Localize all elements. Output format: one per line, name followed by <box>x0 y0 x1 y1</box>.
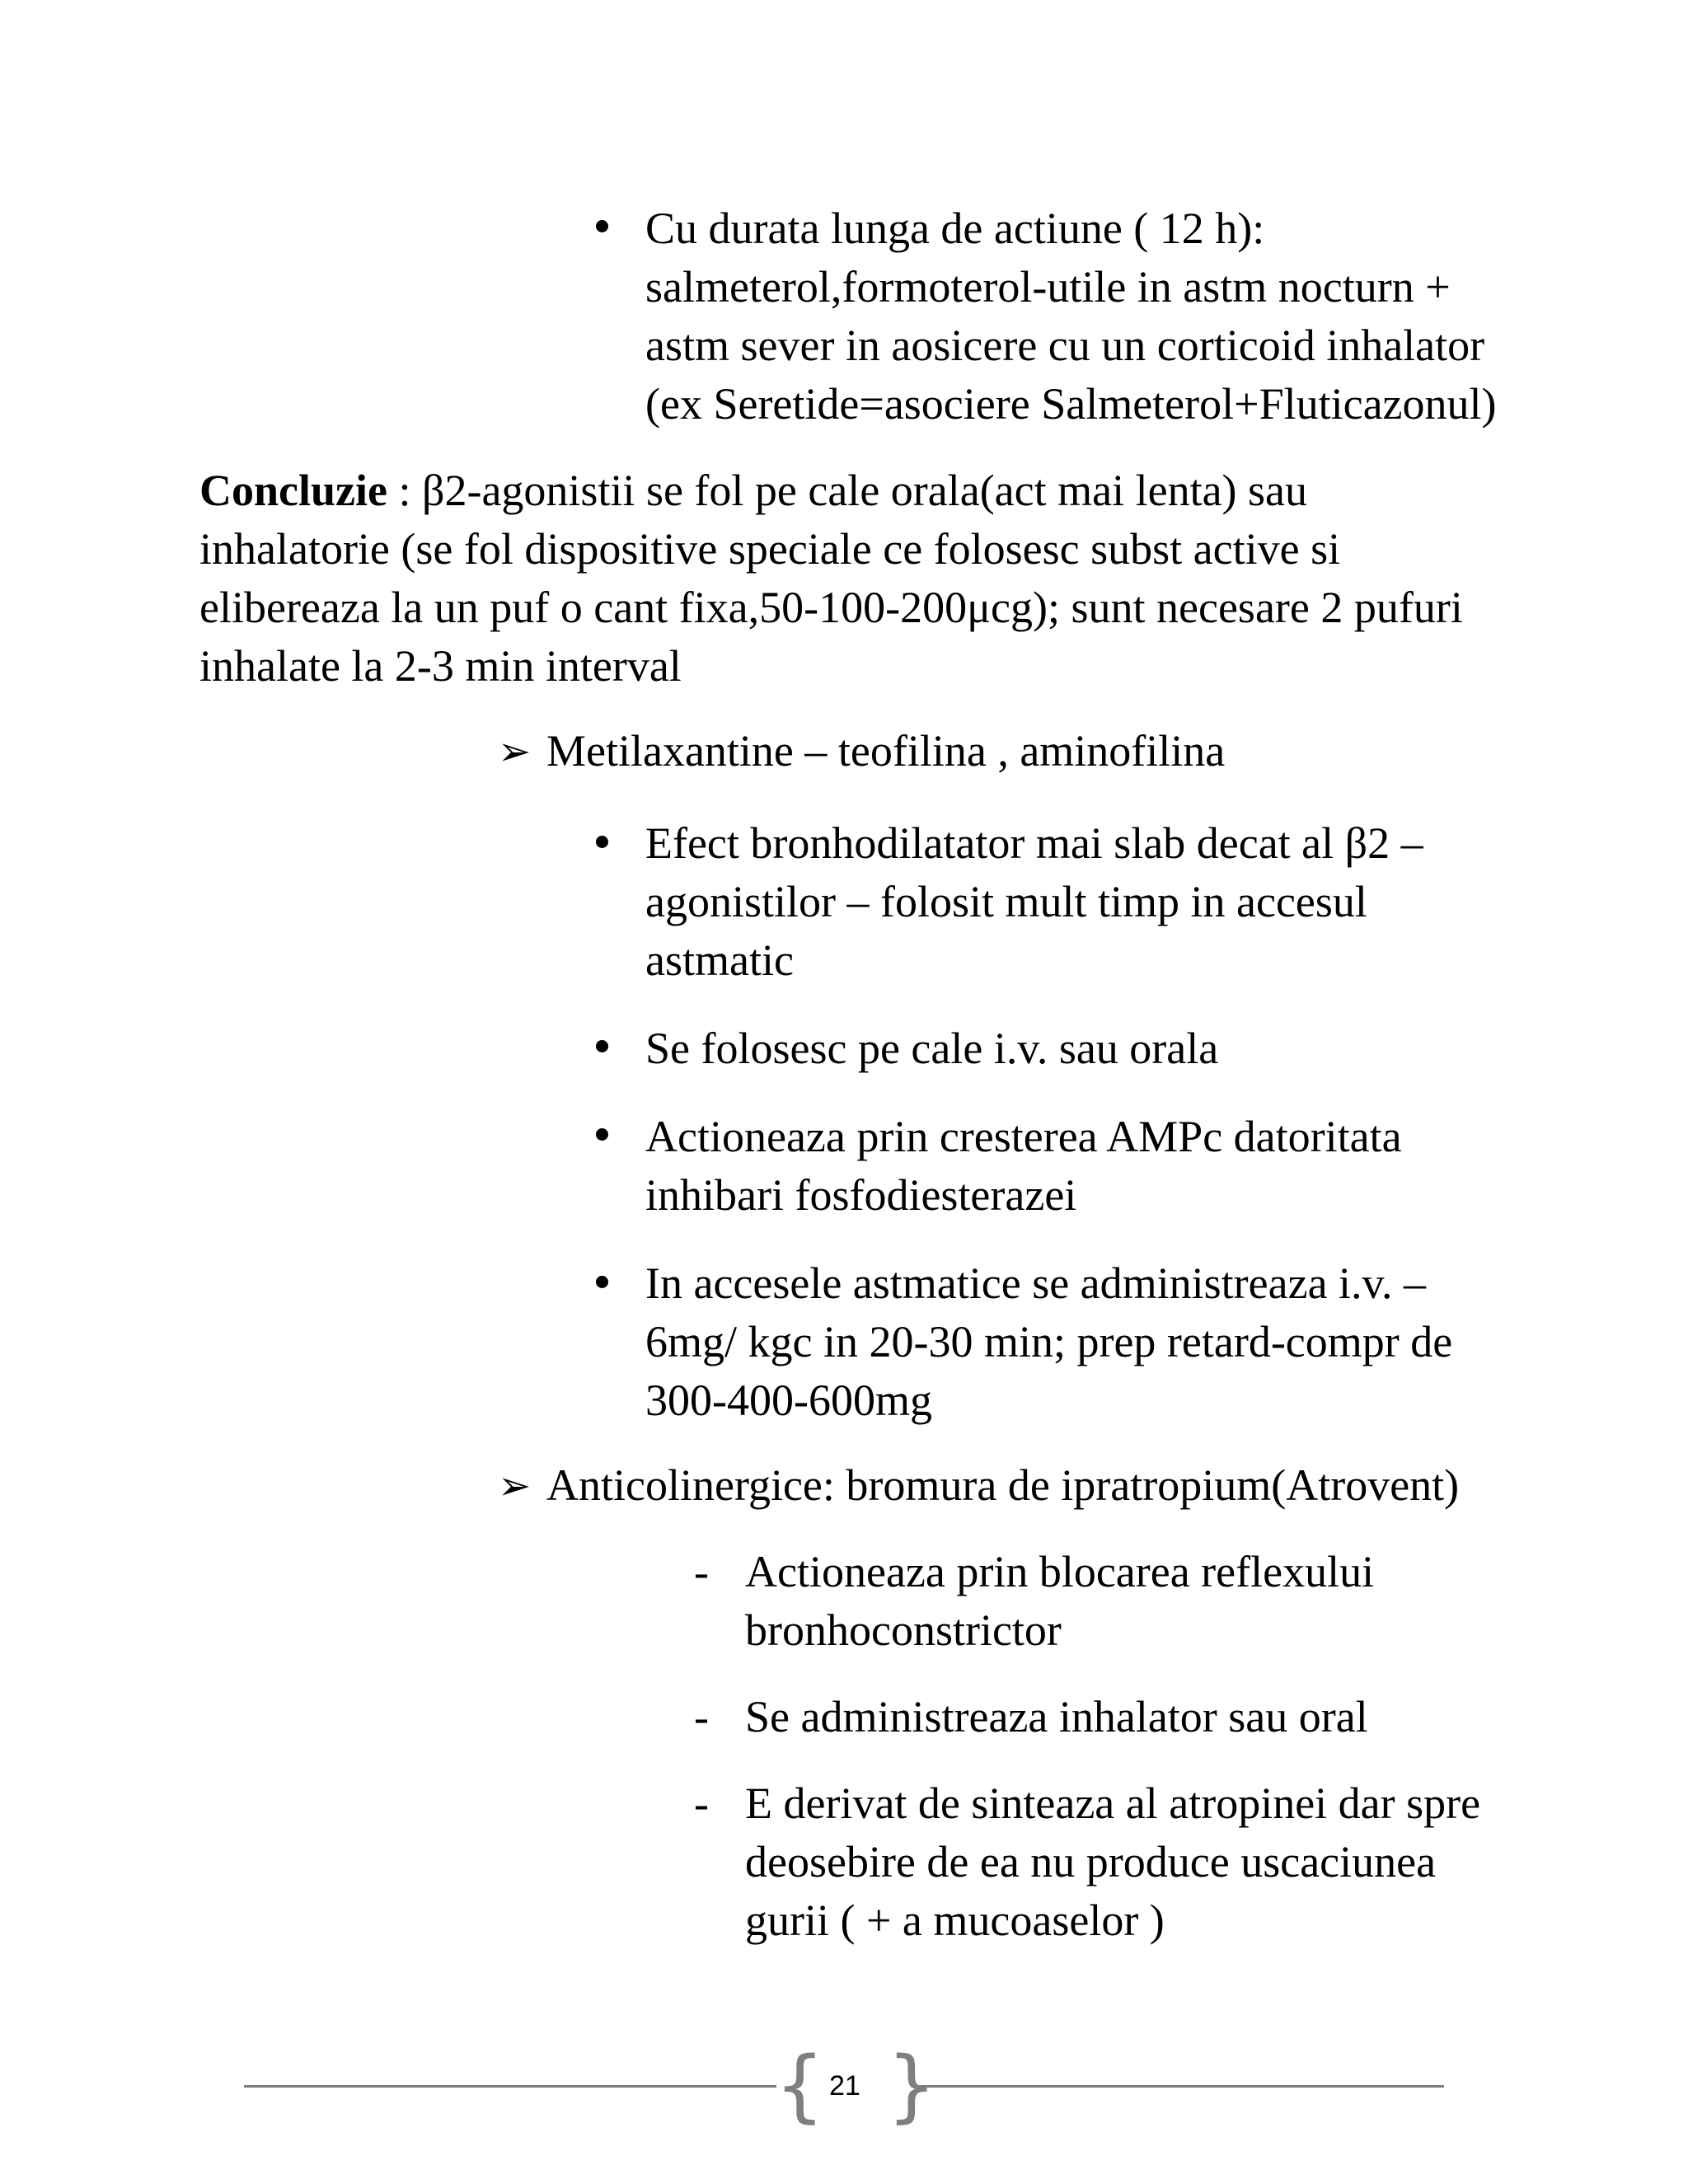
section-heading: Anticolinergice: bromura de ipratropium(Atrovent) <box>546 1460 1460 1510</box>
dash-bullet-icon: - <box>694 1547 709 1596</box>
dash-bullet-icon: - <box>694 1779 709 1828</box>
text-line: Actioneaza prin cresterea AMPc datoritata <box>645 1112 1402 1161</box>
right-brace: } <box>887 2041 937 2131</box>
text-line <box>199 468 1307 513</box>
text-line: inhibari fosfodiesterazei <box>645 1170 1077 1220</box>
bullet-icon <box>596 1040 608 1052</box>
arrow-bullet-icon: ➢ <box>498 729 532 775</box>
text-line: elibereaza la un puf o cant fixa,50-100-200μcg); sunt necesare 2 pufuri <box>199 583 1463 632</box>
text-line: inhalatorie (se fol dispositive speciale ce folosesc subst active si <box>199 524 1341 574</box>
bullet-icon <box>596 1128 608 1141</box>
text-line: In accesele astmatice se administreaza i.v. – <box>645 1258 1427 1308</box>
text-line: Actioneaza prin blocarea reflexului <box>745 1547 1375 1596</box>
text-line: salmeterol,formoterol-utile in astm nocturn + <box>645 262 1451 312</box>
footer-rule-right <box>912 2085 1444 2088</box>
conclusion-label: Concluzie <box>199 466 387 515</box>
left-brace: { <box>775 2041 825 2131</box>
text-line: Se administreaza inhalator sau oral <box>745 1692 1368 1741</box>
footer-rule-left <box>244 2085 776 2088</box>
text-line: astmatic <box>645 935 794 985</box>
arrow-bullet-icon: ➢ <box>498 1463 532 1509</box>
text-line: astm sever in aosicere cu un corticoid inhalator <box>645 321 1485 370</box>
text-line: Efect bronhodilatator mai slab decat al β2 – <box>645 818 1423 868</box>
text-line: Cu durata lunga de actiune ( 12 h): <box>645 204 1265 253</box>
bullet-icon <box>596 836 608 848</box>
text-line: E derivat de sinteaza al atropinei dar spre <box>745 1779 1481 1828</box>
section-heading: Metilaxantine – teofilina , aminofilina <box>546 726 1226 776</box>
text-line: inhalate la 2-3 min interval <box>199 641 682 691</box>
page-number: 21 <box>829 2070 860 2102</box>
text-line: agonistilor – folosit mult timp in accesul <box>645 877 1367 926</box>
bullet-icon <box>596 1276 608 1288</box>
conclusion-text: : β2-agonistii se fol pe cale orala(act mai lenta) sau <box>387 466 1308 515</box>
text-line: bronhoconstrictor <box>745 1605 1062 1655</box>
text-line: deosebire de ea nu produce uscaciunea <box>745 1837 1437 1886</box>
text-line: Se folosesc pe cale i.v. sau orala <box>645 1024 1219 1073</box>
text-line: 6mg/ kgc in 20-30 min; prep retard-compr de <box>645 1317 1453 1366</box>
text-line: 300-400-600mg <box>645 1376 932 1425</box>
text-line: (ex Seretide=asociere Salmeterol+Fluticazonul) <box>645 379 1497 429</box>
dash-bullet-icon: - <box>694 1692 709 1741</box>
bullet-icon <box>596 220 608 232</box>
text-line: gurii ( + a mucoaselor ) <box>745 1896 1165 1945</box>
